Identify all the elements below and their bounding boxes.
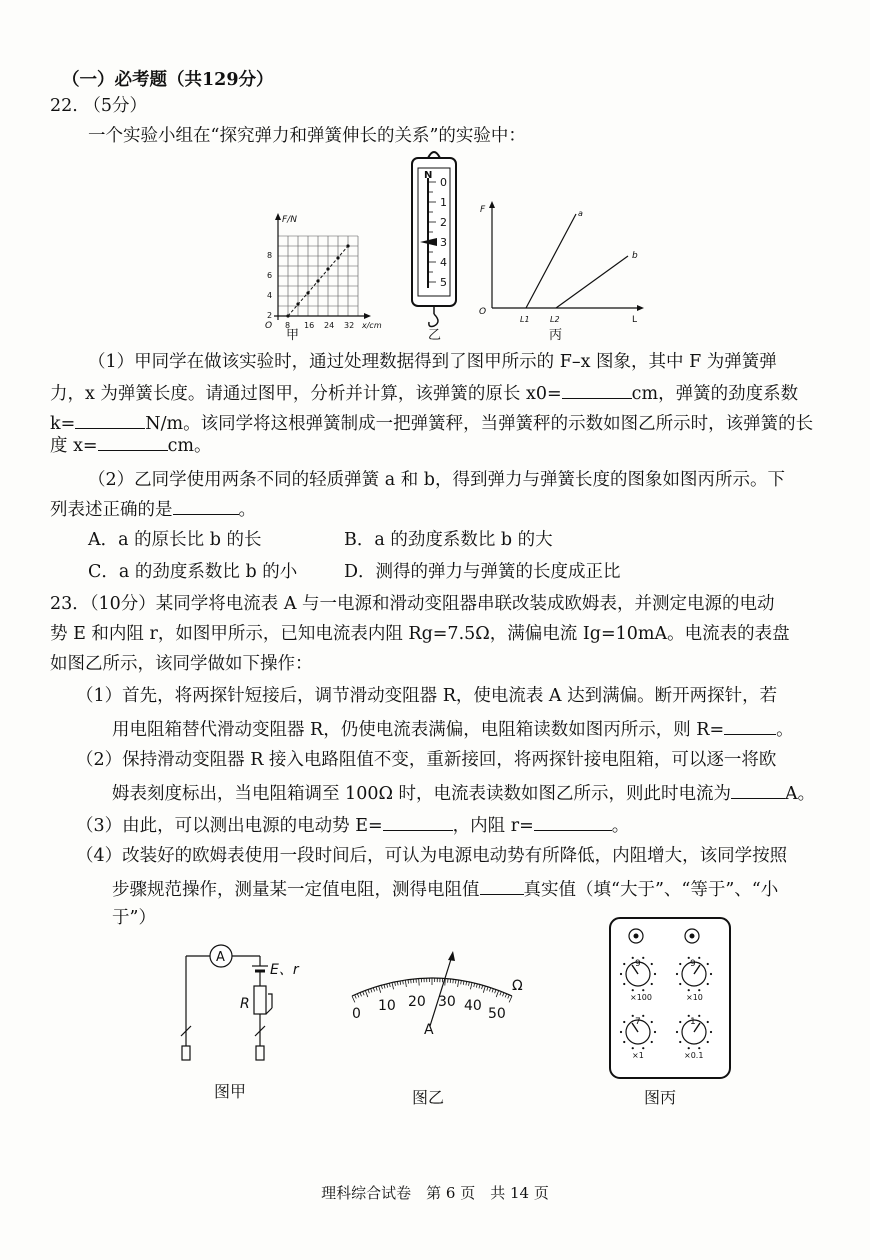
option-b[interactable]: B．a 的劲度系数比 b 的大 xyxy=(344,530,553,550)
text: 度 x= xyxy=(50,436,98,456)
dial-tick xyxy=(365,991,367,998)
q23-line2: 势 E 和内阻 r，如图甲所示，已知电流表内阻 Rg=7.5Ω，满偏电流 Ig=10mA。电流表的表盘 xyxy=(50,624,790,644)
dial-mark xyxy=(698,1015,700,1017)
q22-number: 22. xyxy=(50,96,78,116)
q23-s1-line2 xyxy=(112,716,794,742)
q23-caption-yi: 图乙 xyxy=(412,1088,445,1107)
y-tick: 2 xyxy=(267,311,273,320)
dial-mark xyxy=(688,1047,690,1049)
dial-tick xyxy=(463,981,464,985)
text: ，内阻 r= xyxy=(452,816,534,836)
dial-mark xyxy=(710,973,712,975)
dial-number: 50 xyxy=(488,1006,506,1022)
dial-tick xyxy=(373,988,374,992)
dial-mark xyxy=(623,1041,625,1043)
multiplier-label: ×10 xyxy=(686,993,703,1002)
answer-blank-E[interactable] xyxy=(383,812,453,831)
q22-header xyxy=(50,94,147,118)
dial-mark xyxy=(679,1041,681,1043)
text: cm。 xyxy=(167,436,212,456)
dial-mark xyxy=(620,973,622,975)
dial-mark xyxy=(642,989,644,991)
dial-tick xyxy=(400,981,401,985)
dial-mark xyxy=(651,963,653,965)
dial-tick xyxy=(469,982,470,986)
y-label: F/N xyxy=(282,215,297,225)
source-label: E、r xyxy=(270,962,299,978)
rheostat-label: R xyxy=(240,996,250,1012)
dial-tick xyxy=(368,990,369,994)
q23-s2-line1: （2）保持滑动变阻器 R 接入电路阻值不变，重新接回，将两探针接电阻箱，可以逐一将欧 xyxy=(76,750,777,770)
dial-mark xyxy=(710,1031,712,1033)
y-tick: 4 xyxy=(267,291,273,300)
dial-tick xyxy=(458,980,459,987)
text: 用电阻箱替代滑动变阻器 R，仍使电流表满偏，电阻箱读数如图丙所示，则 R= xyxy=(112,720,725,740)
line-a-label: a xyxy=(578,209,583,218)
q23-s2-line2 xyxy=(112,780,815,806)
dial-digit: 9 xyxy=(690,959,696,969)
dial-tick xyxy=(387,984,388,988)
dial-tick xyxy=(505,994,507,998)
dial-mark xyxy=(707,1021,709,1023)
dial-mark xyxy=(623,983,625,985)
text: cm，弹簧的劲度系数 xyxy=(631,384,799,404)
q22-p1-line2 xyxy=(50,380,798,406)
dial-ticks xyxy=(352,978,512,1002)
answer-blank-compare[interactable] xyxy=(480,876,524,895)
needle-label: A xyxy=(424,1022,434,1038)
scale-number: 2 xyxy=(440,216,447,229)
dial-tick xyxy=(379,986,381,993)
q22-figure-bing xyxy=(476,196,656,326)
dial-mark xyxy=(698,957,700,959)
q22-caption-bing: 丙 xyxy=(549,328,563,343)
scale-number: 4 xyxy=(440,256,447,269)
answer-blank-x0[interactable] xyxy=(562,380,632,399)
dial-tick xyxy=(397,981,398,985)
line-a xyxy=(526,214,576,308)
q23-s1-line1: （1）首先，将两探针短接后，调节滑动变阻器 R，使电流表 A 达到满偏。断开两探针，若 xyxy=(76,686,778,706)
section-title: （一）必考题（共129分） xyxy=(62,70,274,90)
dial-mark xyxy=(632,957,634,959)
dial-number: 20 xyxy=(408,994,426,1010)
text: 。 xyxy=(238,500,256,520)
q23-figure-yi xyxy=(340,946,530,1046)
dial-tick xyxy=(474,983,475,987)
q22-points: （5分） xyxy=(83,96,148,116)
dial-tick xyxy=(389,983,390,987)
dial-mark xyxy=(623,963,625,965)
text: 真实值（填“大于”、“等于”、“小 xyxy=(523,880,779,900)
x-label: x/cm xyxy=(362,321,382,330)
dial-tick xyxy=(392,983,394,990)
dial-unit: Ω xyxy=(512,978,523,994)
option-d[interactable]: D．测得的弹力与弹簧的长度成正比 xyxy=(344,562,621,582)
q22-figure-jia xyxy=(255,210,395,340)
rheostat xyxy=(254,986,266,1014)
q23-s4-line3: 于”） xyxy=(112,908,156,928)
text: （3）由此，可以测出电源的电动势 E= xyxy=(76,816,383,836)
line-b xyxy=(556,256,628,308)
dial-mark xyxy=(679,963,681,965)
y-tick: 8 xyxy=(267,251,273,260)
dial-number: 10 xyxy=(378,998,396,1014)
scale-number: 0 xyxy=(440,176,447,189)
dial-tick xyxy=(363,992,364,996)
dial-mark xyxy=(707,1041,709,1043)
y-label: F xyxy=(480,205,486,215)
dial-mark xyxy=(642,1015,644,1017)
dial-tick xyxy=(476,984,477,988)
dial-tick xyxy=(466,981,467,985)
q22-intro: 一个实验小组在“探究弹力和弹簧伸长的关系”的实验中： xyxy=(88,126,526,146)
q23-s4-line1: （4）改装好的欧姆表使用一段时间后，可认为电源电动势有所降低，内阻增大，该同学按照 xyxy=(76,846,788,866)
dial-tick xyxy=(509,996,512,1002)
q22-caption-jia: 甲 xyxy=(286,328,300,343)
q23-figure-jia xyxy=(176,938,316,1078)
scale-number: 5 xyxy=(440,276,447,289)
dial-number: 30 xyxy=(438,994,456,1010)
dial-mark xyxy=(679,1021,681,1023)
q22-figure-yi xyxy=(404,146,464,346)
answer-blank-x[interactable] xyxy=(98,432,168,451)
dial-tick xyxy=(395,982,396,986)
dial-tick xyxy=(502,993,504,997)
x-label: L xyxy=(632,315,638,325)
x-tick: 16 xyxy=(304,321,315,330)
multiplier-label: ×1 xyxy=(632,1051,644,1060)
dial-tick xyxy=(355,995,357,999)
dial-tick xyxy=(403,980,404,984)
dial-mark xyxy=(632,989,634,991)
q22-caption-yi: 乙 xyxy=(428,328,442,343)
dial-tick xyxy=(352,996,355,1002)
page-footer: 理科综合试卷 第 6 页 共 14 页 xyxy=(321,1184,549,1202)
dial-mark xyxy=(620,1031,622,1033)
dial-tick xyxy=(371,989,372,993)
dial-mark xyxy=(679,983,681,985)
text: 。 xyxy=(776,720,794,740)
origin-label: O xyxy=(479,307,487,317)
dial-mark xyxy=(632,1047,634,1049)
q23-line3: 如图乙所示，该同学做如下操作： xyxy=(50,654,313,674)
text: k= xyxy=(50,414,76,434)
scale-unit: N xyxy=(424,170,433,181)
dial-tick xyxy=(496,991,498,998)
ammeter-label: A xyxy=(216,950,225,965)
dial-digit: 7 xyxy=(635,1017,641,1027)
text: N/m。该同学将这根弹簧制成一把弹簧秤，当弹簧秤的示数如图乙所示时，该弹簧的长 xyxy=(145,414,814,434)
q23-caption-jia: 图甲 xyxy=(214,1082,247,1101)
dial-tick xyxy=(381,985,382,989)
scale-number: 1 xyxy=(440,196,447,209)
x-tick: 32 xyxy=(344,321,355,330)
q23-line1: 23．（10分）某同学将电流表 A 与一电源和滑动变阻器串联改装成欧姆表，并测定电源的电动 xyxy=(50,594,775,614)
dial-mark xyxy=(654,973,656,975)
dial-tick xyxy=(357,994,359,998)
dial-tick xyxy=(483,986,485,993)
text: 力，x 为弹簧长度。请通过图甲，分析并计算，该弹簧的原长 x0= xyxy=(50,384,562,404)
dial-tick xyxy=(495,990,496,994)
dial-digit: 1 xyxy=(690,1017,696,1027)
resistance-box xyxy=(610,918,730,1078)
dial-tick xyxy=(492,989,493,993)
probe-left xyxy=(182,1046,190,1060)
dial-mark xyxy=(654,1031,656,1033)
line-b-label: b xyxy=(632,251,638,261)
q22-p1-line1: （1）甲同学在做该实验时，通过处理数据得到了图甲所示的 F–x 图象，其中 F 为弹簧弹 xyxy=(88,352,777,372)
dial-tick xyxy=(419,979,420,986)
dial-mark xyxy=(688,989,690,991)
dial-tick xyxy=(479,984,480,988)
q23-caption-bing: 图丙 xyxy=(644,1088,677,1107)
text: 步骤规范操作，测量某一定值电阻，测得电阻值 xyxy=(112,880,480,900)
meter-needle xyxy=(430,956,452,1026)
dial-tick xyxy=(455,980,456,984)
text: 列表述正确的是 xyxy=(50,500,173,520)
hook-icon xyxy=(429,314,438,327)
dial-tick xyxy=(482,985,483,989)
text: 姆表刻度标出，当电阻箱调至 100Ω 时，电流表读数如图乙所示，则此时电流为 xyxy=(112,784,732,804)
q23-figure-bing xyxy=(608,916,732,1082)
answer-blank-choice[interactable] xyxy=(173,496,239,515)
q22-p2-line1: （2）乙同学使用两条不同的轻质弹簧 a 和 b，得到弹力与弹簧长度的图象如图丙所示。下 xyxy=(88,470,785,490)
l2-label: L2 xyxy=(550,315,560,324)
answer-blank-current[interactable] xyxy=(731,780,785,799)
q22-p2-line2 xyxy=(50,496,256,522)
dial-mark xyxy=(651,983,653,985)
dial-number: 0 xyxy=(352,1006,361,1022)
l1-label: L1 xyxy=(520,315,530,324)
dial-tick xyxy=(470,983,472,990)
option-c[interactable]: C．a 的劲度系数比 b 的小 xyxy=(88,562,298,582)
dial-tick xyxy=(384,984,385,988)
multiplier-label: ×100 xyxy=(630,993,652,1002)
answer-blank-k[interactable] xyxy=(75,410,145,429)
dial-mark xyxy=(707,963,709,965)
dial-mark xyxy=(651,1041,653,1043)
q22-p1-line4 xyxy=(50,432,212,458)
dial-digit: 9 xyxy=(635,959,641,969)
x-tick: 8 xyxy=(285,321,291,330)
answer-blank-R[interactable] xyxy=(724,716,776,735)
dial-mark xyxy=(707,983,709,985)
dial-tick xyxy=(405,980,406,987)
q23-s4-line2 xyxy=(112,876,778,902)
dial-tick xyxy=(489,988,490,992)
dial-mark xyxy=(698,989,700,991)
origin-label: O xyxy=(265,321,273,331)
dial-mark xyxy=(642,1047,644,1049)
x-tick: 24 xyxy=(324,321,335,330)
dial-tick xyxy=(376,987,377,991)
scale-number: 3 xyxy=(440,236,447,249)
text: 。 xyxy=(611,816,630,836)
dial-tick xyxy=(487,987,488,991)
q23-s3 xyxy=(76,812,629,838)
dial-mark xyxy=(623,1021,625,1023)
dial-mark xyxy=(642,957,644,959)
option-a[interactable]: A．a 的原长比 b 的长 xyxy=(88,530,262,550)
multiplier-label: ×0.1 xyxy=(684,1051,704,1060)
text: A。 xyxy=(785,784,816,804)
dial-tick xyxy=(408,980,409,984)
answer-blank-r[interactable] xyxy=(534,812,612,831)
probe-right xyxy=(256,1046,264,1060)
dial-mark xyxy=(632,1015,634,1017)
dial-tick xyxy=(500,992,501,996)
y-tick: 6 xyxy=(267,271,273,280)
dial-mark xyxy=(676,1031,678,1033)
dial-mark xyxy=(676,973,678,975)
dial-tick xyxy=(360,993,362,997)
dial-mark xyxy=(651,1021,653,1023)
dial-tick xyxy=(461,980,462,984)
dial-mark xyxy=(698,1047,700,1049)
dial-tick xyxy=(508,995,510,999)
dial-number: 40 xyxy=(464,998,482,1014)
